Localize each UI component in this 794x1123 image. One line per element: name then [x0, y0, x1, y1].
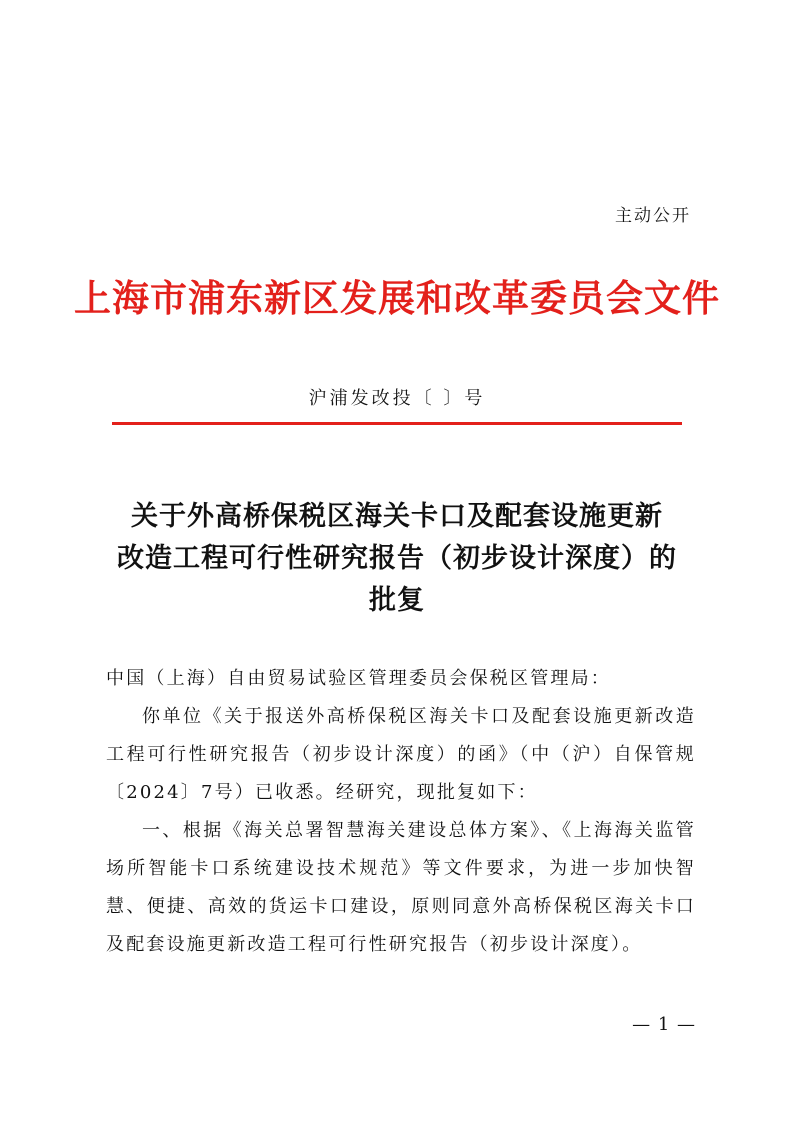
addressee: 中国（上海）自由贸易试验区管理委员会保税区管理局： [106, 668, 611, 689]
title-line-3: 批复 [369, 585, 425, 616]
title-line-1: 关于外高桥保税区海关卡口及配套设施更新 [131, 501, 663, 532]
body-paragraph-2: 一、根据《海关总署智慧海关建设总体方案》、《上海海关监管场所智能卡口系统建设技术规范》等文件要求，为进一步加快智慧、便捷、高效的货运卡口建设，原则同意外高桥保税区海关卡口及配套设施更新改造工程可行性研究报告（初步设计深度）。 [106, 820, 696, 955]
document-number: 沪浦发改投〔 〕号 [308, 388, 486, 409]
title-line-2: 改造工程可行性研究报告（初步设计深度）的 [117, 543, 677, 574]
red-divider-line [112, 422, 682, 425]
page-number: — 1 — [632, 1014, 696, 1035]
issuing-organization-title: 上海市浦东新区发展和改革委员会文件 [74, 277, 720, 320]
document-title [95, 496, 699, 622]
document-body [106, 660, 696, 964]
disclosure-label: 主动公开 [615, 206, 691, 226]
body-paragraph-1: 你单位《关于报送外高桥保税区海关卡口及配套设施更新改造工程可行性研究报告（初步设计深度）的函》（中（沪）自保管规〔2024〕7号）已收悉。经研究，现批复如下： [106, 706, 696, 803]
